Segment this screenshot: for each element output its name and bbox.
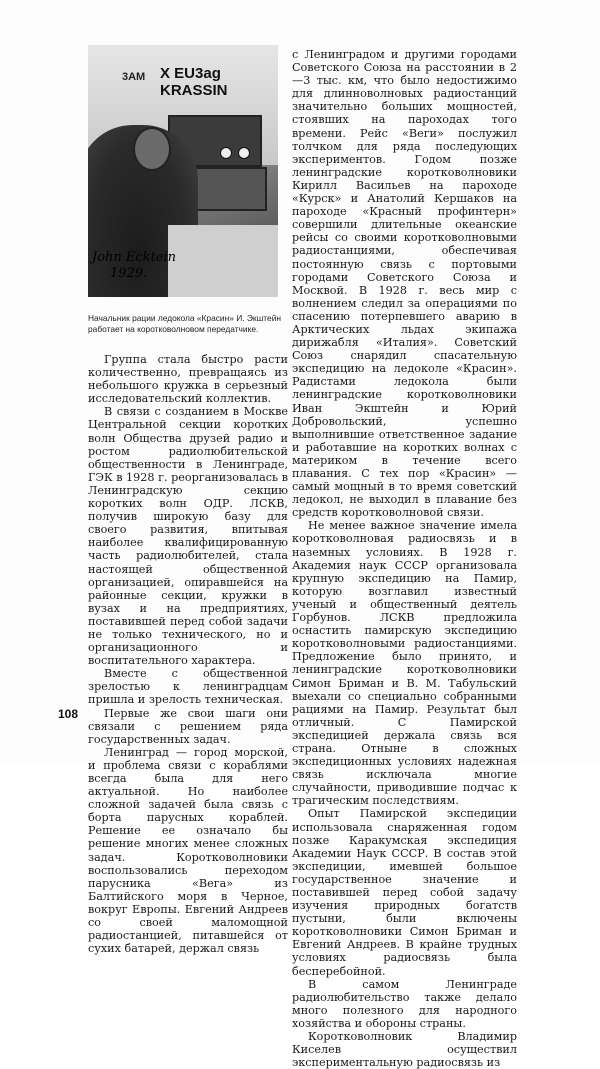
photo-sign-small: 3AM <box>122 71 146 83</box>
photo-sign-callsign <box>160 65 228 99</box>
paragraph: Не менее важное значение имела коротковолновая радиосвязь и в наземных условиях. В 1928 г. Академия наук СССР организовала крупную экспедицию на Памир, которую возглавил известный ученый и общественный деятель Горбунов. ЛСКВ предложила оснастить памирскую экспедицию коротковолновыми радиостанциями. Предложение было принято, и ленинградские коротковолновики Симон Бриман и В. М. Табульский выехали со специально собранными рациями на Памир. Результат был отличный. С Памирской экспедицией держала связь вся страна. Отныне в сложных экспедиционных условиях надежная связь исключала многие случайности, приводившие подчас к трагическим последствиям. <box>292 519 517 808</box>
paragraph: Вместе с общественной зрелостью к ленинградцам пришла и зрелость техническая. <box>88 667 288 707</box>
paragraph: с Ленинградом и другими городами Советского Союза на расстоянии в 2—3 тыс. км, что было недостижимо для длинноволновых радиостанций значительно больших мощностей, стоявших на пароходах того времени. Рейс «Веги» послужил толчком для ряда последующих экспериментов. Годом позже ленинградские коротковолновики Кирилл Васильев на пароходе «Курск» и Анатолий Кершаков на пароходе «Красный профинтерн» совершили длительные океанские рейсы со своими коротковолновыми радиостанциями, обеспечивая постоянную связь с портовыми городами Советского Союза и Москвой. В 1928 г. весь мир с волнением следил за операциями по спасению потерпевшего аварию в Арктических льдах экипажа дирижабля «Италия». Советский Союз снарядил спасательную экспедицию на ледоколе «Красин». Радистами ледокола были ленинградские коротковолновики Иван Экштейн и Юрий Добровольский, успешно выполнившие ответственное задание и работавшие на коротких волнах с материком в течение всего плавания. С тех пор «Красин» — самый мощный в то время советский ледокол, не выходил в плавание без средств коротковолновой связи. <box>292 48 517 520</box>
signature-year: 1929. <box>110 266 148 281</box>
callsign-text: X EU3ag <box>160 65 221 82</box>
left-text-column <box>88 353 288 955</box>
desk <box>168 225 278 297</box>
paragraph: Первые же свои шаги они связали с решением ряда государственных задач. <box>88 706 288 746</box>
operator-head <box>133 127 171 171</box>
right-text-column <box>292 48 517 1069</box>
photo-signature <box>92 250 176 282</box>
knob-icon <box>238 147 250 159</box>
paragraph: Коротковолновик Владимир Киселев осуществил экспериментальную радиосвязь из <box>292 1030 517 1069</box>
paragraph: Группа стала быстро расти количественно, превращаясь из небольшого кружка в серьезный исследовательский коллектив. <box>88 353 288 406</box>
paragraph: Ленинград — город морской, и проблема связи с кораблями всегда была для него актуальной. Но наиболее сложной задачей была связь с борта парусных кораблей. Решение ее означало бы решение многих менее сложных задач. Коротковолновики воспользовались переходом парусника «Вега» из Балтийского моря в Черное, вокруг Европы. Евгений Андреев со своей маломощной радиостанцией, питавшейся от сухих батарей, держал связь <box>88 745 288 956</box>
ship-name-text: KRASSIN <box>160 82 228 99</box>
paragraph: В самом Ленинграде радиолюбительство также делало много полезного для народного хозяйства и обороны страны. <box>292 977 517 1030</box>
figure-caption: Начальник рации ледокола «Красин» И. Экштейн работает на коротковолновом передатчике. <box>88 313 281 334</box>
signature-name: John Ecktein <box>92 250 177 265</box>
paragraph: В связи с созданием в Москве Центральной секции коротких волн Общества друзей радио и ростом радиолюбительской общественности в Ленинграде, ГЭК в 1928 г. реорганизовалась в Ленинградскую секцию коротких волн ОДР. ЛСКВ, получив широкую базу для своего развития, впитывая наиболее квалифицированную часть радиолюбителей, стала настоящей общественной организацией, опиравшейся на районные секции, кружки в вузах и на предприятиях, поставившей перед собой задачи не только технического, но и организационного и воспитательного характера. <box>88 405 288 668</box>
paragraph: Опыт Памирской экспедиции использовала снаряженная годом позже Каракумская экспедиция Академии Наук СССР. В состав этой экспедиции, имевшей большое государственное значение и поставившей перед собой задачу изучения природных богатств пустыни, были включены коротковолновики Симон Бриман и Евгений Андреев. В крайне трудных условиях радиосвязь была бесперебойной. <box>292 807 517 978</box>
knob-icon <box>220 147 232 159</box>
page-number: 108 <box>58 707 79 721</box>
radio-operator-photo <box>88 45 278 297</box>
